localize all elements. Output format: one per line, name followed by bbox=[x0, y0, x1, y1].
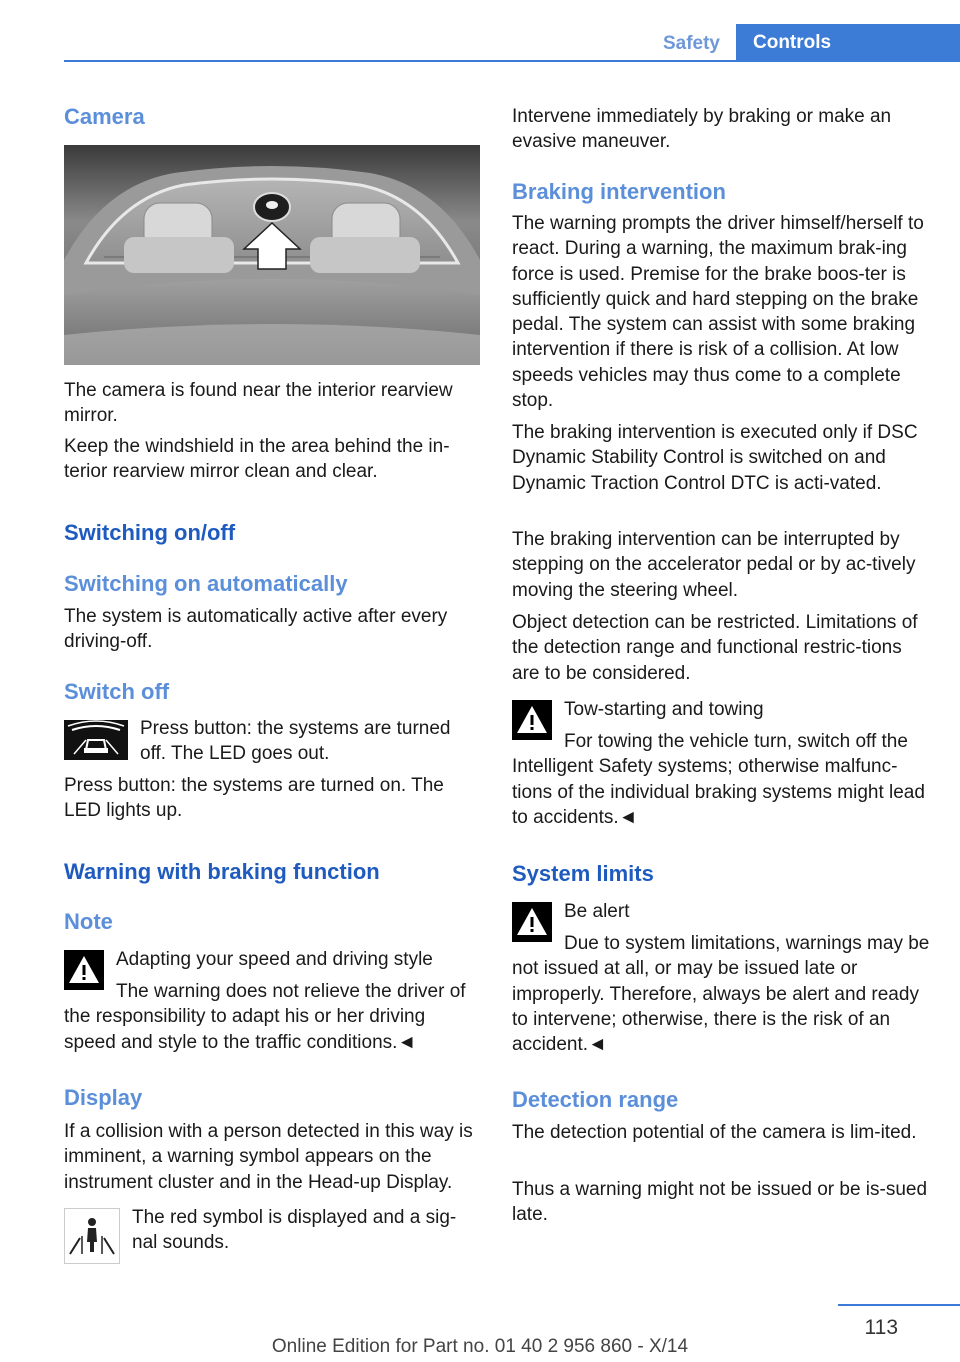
page-number: 113 bbox=[864, 1316, 898, 1339]
braking-paragraph-3: The braking intervention can be interrupted by stepping on the accelerator pedal or by ac-tively moving the steering wheel. bbox=[512, 529, 916, 601]
header-rule bbox=[64, 60, 960, 62]
display-icon-text: The red symbol is displayed and a sig-nal sounds. bbox=[132, 1207, 457, 1254]
note-body: The warning does not relieve the driver of the responsibility to adapt his or her driving speed and style to the traffic conditions.◄ bbox=[64, 981, 466, 1053]
note-title: Adapting your speed and driving style bbox=[116, 949, 433, 970]
camera-paragraph-2: Keep the windshield in the area behind the in-terior rearview mirror clean and clear. bbox=[64, 436, 450, 483]
footer-rule bbox=[838, 1304, 960, 1306]
detection-range-paragraph-1: The detection potential of the camera is lim-ited. bbox=[512, 1122, 917, 1143]
tow-body: For towing the vehicle turn, switch off the Intelligent Safety systems; otherwise malfunc-tions of the individual braking systems might lead to accidents.◄ bbox=[512, 731, 925, 828]
braking-paragraph-2: The braking intervention is executed only if DSC Dynamic Stability Control is switched on and Dynamic Traction Control DTC is acti-vated. bbox=[512, 422, 918, 494]
switch-off-heading: Switch off bbox=[64, 679, 170, 704]
edition-footer: Online Edition for Part no. 01 40 2 956 860 - X/14 bbox=[271, 1336, 689, 1357]
display-paragraph: If a collision with a person detected in this way is imminent, a warning symbol appears on the instrument cluster and in the Head-up Display. bbox=[64, 1121, 473, 1193]
detection-range-heading: Detection range bbox=[512, 1087, 679, 1112]
note-heading: Note bbox=[64, 909, 113, 934]
camera-photo bbox=[64, 145, 480, 365]
header-chapter-controls: Controls bbox=[736, 24, 960, 62]
alert-body: Due to system limitations, warnings may be not issued at all, or may be issued late or improperly. Therefore, always be alert and ready to intervene; otherwise, there is the risk of an accident.◄ bbox=[512, 933, 930, 1056]
system-limits-heading: System limits bbox=[512, 861, 654, 886]
display-heading: Display bbox=[64, 1085, 143, 1110]
switch-off-icon-text: Press button: the systems are turned off. The LED goes out. bbox=[140, 718, 451, 765]
braking-intervention-heading: Braking intervention bbox=[512, 179, 726, 204]
switching-heading: Switching on/off bbox=[64, 520, 236, 545]
braking-paragraph-1: The warning prompts the driver himself/herself to react. During a warning, the maximum brak-ing force is used. Premise for the brake boos-ter is sufficiently quick and hard stepping on the brake pedal. The system can assist with some braking intervention if there is risk of a collision. At low speeds vehicles may thus come to a complete stop. bbox=[512, 213, 924, 412]
camera-paragraph-1: The camera is found near the interior rearview mirror. bbox=[64, 380, 453, 427]
switch-on-paragraph: Press button: the systems are turned on. The LED lights up. bbox=[64, 775, 444, 822]
car-interior-camera-illustration bbox=[64, 145, 480, 365]
intelligent-safety-button-icon bbox=[64, 720, 128, 760]
alert-title: Be alert bbox=[564, 901, 630, 922]
pedestrian-warning-icon bbox=[64, 1208, 120, 1264]
header-section-safety: Safety bbox=[662, 33, 720, 54]
detection-range-paragraph-2: Thus a warning might not be issued or be is-sued late. bbox=[512, 1179, 928, 1226]
intervene-paragraph: Intervene immediately by braking or make an evasive maneuver. bbox=[512, 106, 892, 153]
camera-heading: Camera bbox=[64, 104, 145, 129]
warning-braking-heading: Warning with braking function bbox=[64, 859, 380, 884]
braking-paragraph-4: Object detection can be restricted. Limitations of the detection range and functional restric-tions are to be considered. bbox=[512, 612, 918, 684]
auto-heading: Switching on automatically bbox=[64, 571, 348, 596]
auto-paragraph: The system is automatically active after every driving-off. bbox=[64, 606, 448, 653]
tow-title: Tow-starting and towing bbox=[564, 699, 764, 720]
